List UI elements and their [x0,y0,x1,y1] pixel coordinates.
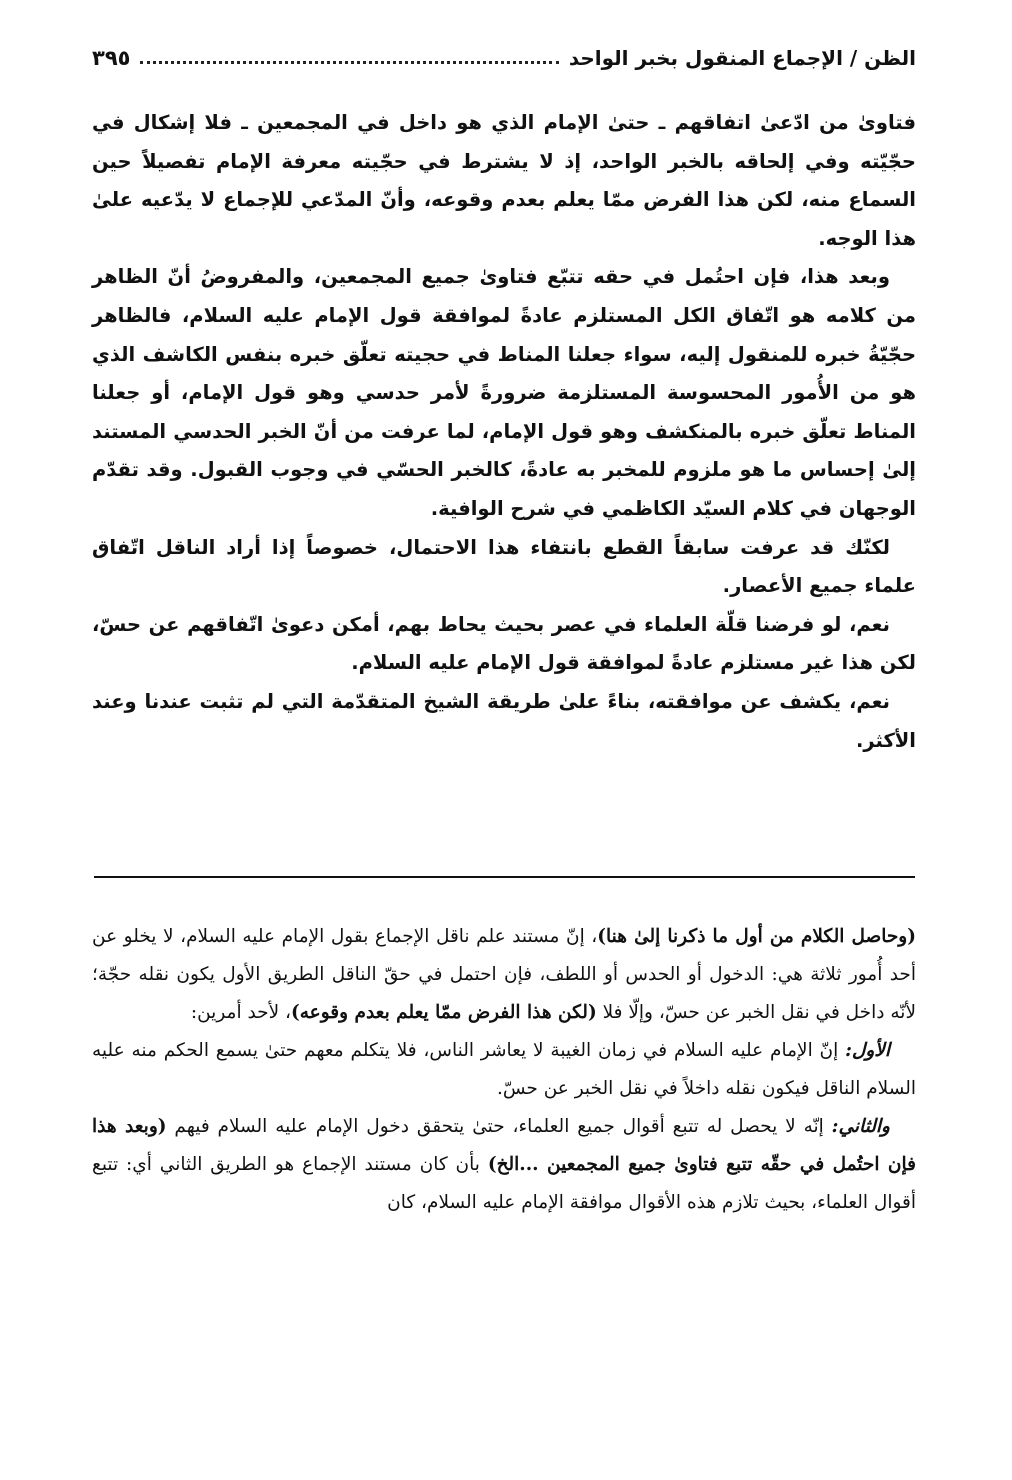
main-paragraph: وبعد هذا، فإن احتُمل في حقه تتبّع فتاوىٰ جميع المجمعين، والمفروضُ أنّ الظاهر من كلامه هو اتّفاق الكل المستلزم عادةً لموافقة قول الإمام عليه السلام، فالظاهر حجّيّةُ خبره للمنقول إليه، سواء جعلنا المناط في حجيته تعلّق خبره بنفس الكاشف الذي هو من الأُمور المحسوسة المستلزمة ضرورةً لأمر حدسي وهو قول الإمام، أو جعلنا المناط تعلّق خبره بالمنكشف وهو قول الإمام، لما عرفت من أنّ الخبر الحدسي المستند إلىٰ إحساس ما هو ملزوم للمخبر به عادةً، كالخبر الحسّي في وجوب القبول. وقد تقدّم الوجهان في كلام السيّد الكاظمي في شرح الوافية. [92,265,916,520]
page-header [92,36,916,70]
footnote-quote: (وبعد هذا فإن احتُمل في حقّه تتبع فتاوىٰ جميع المجمعين ...الخ) [92,1116,916,1175]
footnote-label: الأول: [845,1040,890,1061]
footnote-paragraph [92,1032,916,1108]
footnote-text: إنّه لا يحصل له تتبع أقوال جميع العلماء، حتىٰ يتحقق دخول الإمام عليه السلام فيهم [174,1116,832,1137]
main-text [92,104,916,760]
main-paragraph: نعم، لو فرضنا قلّة العلماء في عصر بحيث يحاط بهم، أمكن دعوىٰ اتّفاقهم عن حسّ، لكن هذا غير مستلزم عادةً لموافقة قول الإمام عليه السلام. [92,612,916,675]
header-dot-leader [140,61,558,64]
main-paragraph: لكنّك قد عرفت سابقاً القطع بانتفاء هذا الاحتمال، خصوصاً إذا أراد الناقل اتّفاق علماء جميع الأعصار. [92,535,916,598]
footnote-paragraph [92,918,916,1032]
footnote-text: ، لأحد أمرين: [190,1002,292,1023]
main-paragraph: نعم، يكشف عن موافقته، بناءً علىٰ طريقة الشيخ المتقدّمة التي لم تثبت عندنا وعند الأكثر. [92,689,916,752]
running-title: الظن / الإجماع المنقول بخبر الواحد [568,46,916,70]
footnote-paragraph [92,1108,916,1222]
footnote-quote: (لكن هذا الفرض ممّا يعلم بعدم وقوعه) [291,1002,597,1023]
footnote-text: بأن كان مستند الإجماع هو الطريق الثاني أي: تتبع أقوال العلماء، بحيث تلازم هذه الأقوال موافقة الإمام عليه السلام، كان [92,1154,916,1213]
footnote-label: والثاني: [831,1116,890,1137]
footnotes [92,918,916,1222]
page-number: ٣٩٥ [92,46,131,70]
footnote-quote: (وحاصل الكلام من أول ما ذكرنا إلىٰ هنا) [597,926,916,947]
footnote-separator [94,876,915,878]
footnote-text: إنّ الإمام عليه السلام في زمان الغيبة لا يعاشر الناس، فلا يتكلم معهم حتىٰ يسمع الحكم منه عليه السلام الناقل فيكون نقله داخلاً في نقل الخبر عن حسّ. [92,1040,916,1099]
footnote-text: ، إنّ مستند علم ناقل الإجماع بقول الإمام عليه السلام، لا يخلو عن أحد أُمور ثلاثة هي: الدخول أو الحدس أو اللطف، فإن احتمل في حقّ الناقل الطريق الأول يكون نقله حجّة؛ لأنّه داخل في نقل الخبر عن حسّ، وإلّا فلا [92,926,916,1023]
main-paragraph: فتاوىٰ من ادّعىٰ اتفاقهم ـ حتىٰ الإمام الذي هو داخل في المجمعين ـ فلا إشكال في حجّيّته وفي إلحاقه بالخبر الواحد، إذ لا يشترط في حجّيته معرفة الإمام تفصيلاً حين السماع منه، لكن هذا الفرض ممّا يعلم بعدم وقوعه، وأنّ المدّعي للإجماع لا يدّعيه علىٰ هذا الوجه. [92,111,916,250]
